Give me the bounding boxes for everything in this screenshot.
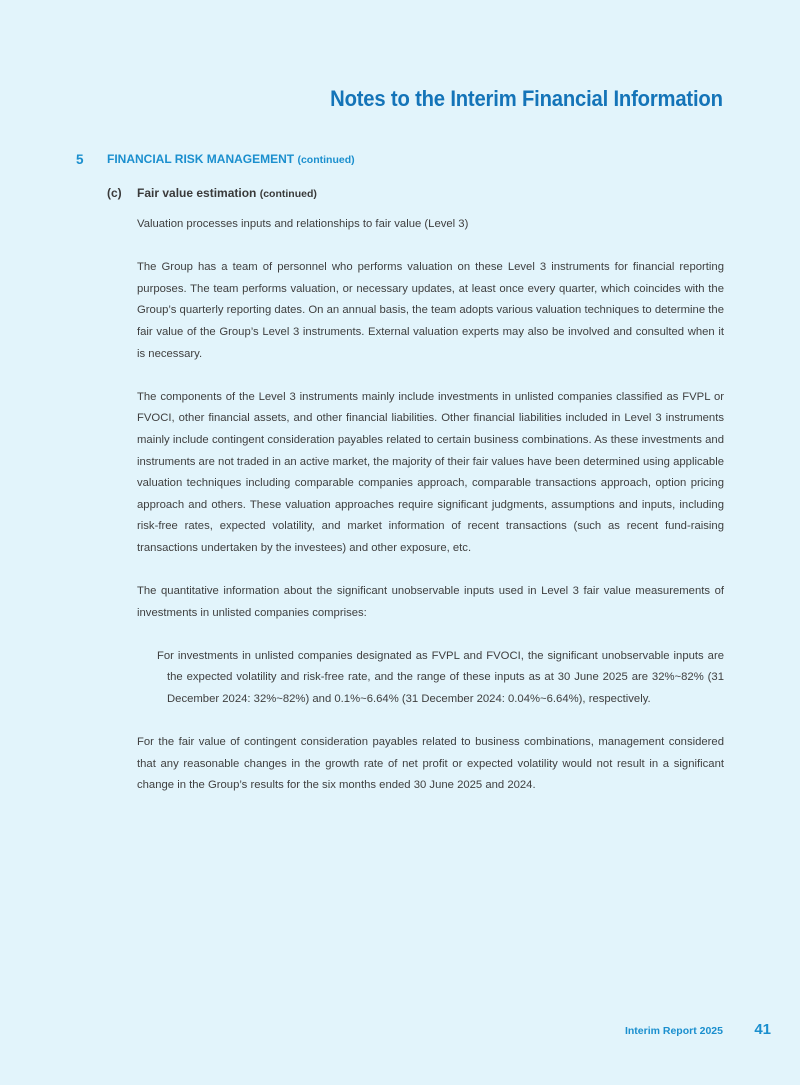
section-heading — [107, 152, 355, 166]
paragraph-valuation-heading: Valuation processes inputs and relationships to fair value (Level 3) — [137, 218, 469, 230]
section-title: FINANCIAL RISK MANAGEMENT — [107, 152, 295, 166]
paragraph-level3-components: The components of the Level 3 instruments mainly include investments in unlisted companies classified as FVPL or FVOCI, other financial assets, and other financial liabilities. Other financial liabilities included in Level 3 instruments mainly include contingent consideration payables related to certain business combinations. As these investments and instruments are not traded in an active market, the majority of their fair values have been determined using applicable valuation techniques including comparable companies approach, comparable transactions approach, option pricing approach and others. These valuation approaches require significant judgments, assumptions and inputs, including risk-free rates, expected volatility, and market information of recent transactions (such as recent fund-raising transactions undertaken by the investees) and other exposure, etc. — [137, 390, 724, 554]
section-number: 5 — [76, 152, 84, 167]
subsection-continued: (continued) — [259, 188, 317, 200]
footer-report-label: Interim Report 2025 — [624, 1025, 723, 1037]
paragraph-quantitative-info: The quantitative information about the significant unobservable inputs used in Level 3 fair value measurements of investments in unlisted companies comprises: — [137, 585, 724, 619]
page-title: Notes to the Interim Financial Information — [330, 86, 723, 111]
paragraph-valuation-team: The Group has a team of personnel who performs valuation on these Level 3 instruments for financial reporting purposes. The team performs valuation, or necessary updates, at least once every quarter, which coincides with the Group’s quarterly reporting dates. On an annual basis, the team adopts various valuation techniques to determine the fair value of the Group’s Level 3 instruments. External valuation experts may also be involved and consulted when it is necessary. — [137, 261, 724, 360]
section-continued: (continued) — [297, 154, 355, 166]
subsection-title: Fair value estimation — [137, 186, 257, 200]
paragraph-unlisted-investments: For investments in unlisted companies designated as FVPL and FVOCI, the significant unobservable inputs are the expected volatility and risk-free rate, and the range of these inputs as at 30 June 2025 are 32%~82% (31 December 2024: 32%~82%) and 0.1%~6.64% (31 December 2024: 0.04%~6.64%), respectively. — [157, 649, 724, 706]
subsection-heading — [137, 186, 317, 200]
subsection-label: (c) — [107, 186, 122, 200]
paragraph-contingent-consideration: For the fair value of contingent consideration payables related to business combinations, management considered that any reasonable changes in the growth rate of net profit or expected volatility would not result in a significant change in the Group’s results for the six months ended 30 June 2025 and 2024. — [137, 736, 724, 792]
body-text — [137, 214, 724, 819]
page-number: 41 — [754, 1021, 771, 1038]
